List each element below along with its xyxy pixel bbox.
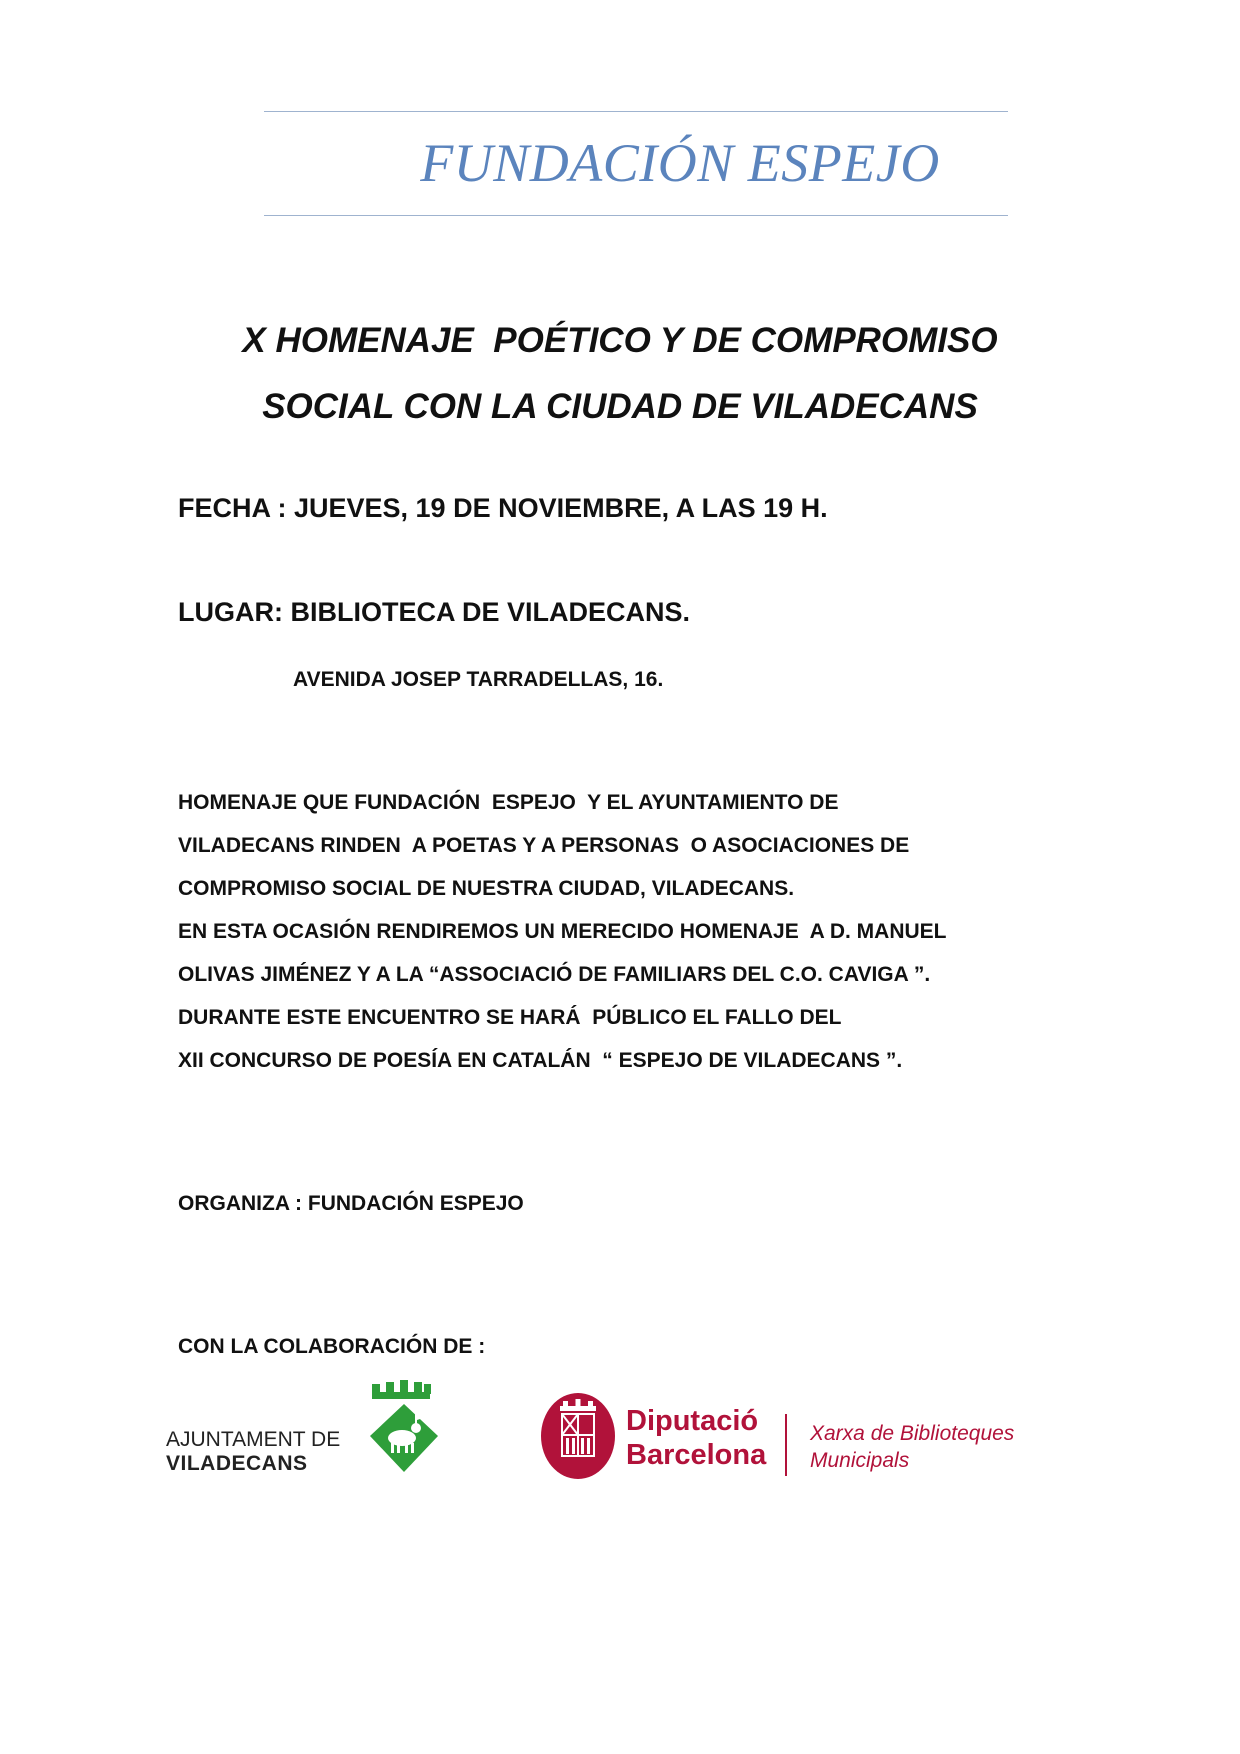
collaboration-line: CON LA COLABORACIÓN DE : <box>178 1335 486 1358</box>
event-venue: LUGAR: BIBLIOTECA DE VILADECANS. <box>178 597 690 627</box>
event-heading <box>0 308 1240 440</box>
viladecans-coat-of-arms-icon <box>366 1380 442 1480</box>
logo-separator <box>785 1414 787 1476</box>
event-date: FECHA : JUEVES, 19 DE NOVIEMBRE, A LAS 19 H. <box>178 493 828 523</box>
sponsor-logos <box>0 1380 1240 1500</box>
organizer-line: ORGANIZA : FUNDACIÓN ESPEJO <box>178 1192 524 1215</box>
description-line: XII CONCURSO DE POESÍA EN CATALÁN “ ESPEJO DE VILADECANS ”. <box>178 1049 903 1072</box>
diputacio-barcelona-emblem-icon <box>540 1392 616 1480</box>
description-line: EN ESTA OCASIÓN RENDIREMOS UN MERECIDO HOMENAJE A D. MANUEL <box>178 920 947 943</box>
ajuntament-logo-line-2: VILADECANS <box>166 1452 308 1475</box>
description-line: HOMENAJE QUE FUNDACIÓN ESPEJO Y EL AYUNTAMIENTO DE <box>178 791 839 814</box>
diputacio-barcelona-logo-text <box>626 1404 766 1472</box>
header-bottom-rule <box>264 215 1008 216</box>
diputacio-logo-line-1: Diputació <box>626 1405 759 1437</box>
description-line: OLIVAS JIMÉNEZ Y A LA “ASSOCIACIÓ DE FAMILIARS DEL C.O. CAVIGA ”. <box>178 963 931 986</box>
foundation-title: FUNDACIÓN ESPEJO <box>420 133 940 193</box>
ajuntament-viladecans-logo-text <box>166 1428 340 1476</box>
description-line: VILADECANS RINDEN A POETAS Y A PERSONAS O ASOCIACIONES DE <box>178 834 910 857</box>
xarxa-biblioteques-logo-text <box>810 1420 1014 1474</box>
diputacio-logo-line-2: Barcelona <box>626 1439 767 1471</box>
xarxa-logo-line-1: Xarxa de Biblioteques <box>810 1422 1015 1445</box>
event-heading-line-1: X HOMENAJE POÉTICO Y DE COMPROMISO <box>242 321 998 360</box>
event-heading-line-2: SOCIAL CON LA CIUDAD DE VILADECANS <box>262 387 978 426</box>
description-line: DURANTE ESTE ENCUENTRO SE HARÁ PÚBLICO EL FALLO DEL <box>178 1006 842 1029</box>
description-line: COMPROMISO SOCIAL DE NUESTRA CIUDAD, VILADECANS. <box>178 877 795 900</box>
event-address: AVENIDA JOSEP TARRADELLAS, 16. <box>293 668 664 691</box>
header-top-rule <box>264 111 1008 112</box>
ajuntament-logo-line-1: AJUNTAMENT DE <box>166 1428 341 1451</box>
event-description <box>178 781 947 1082</box>
xarxa-logo-line-2: Municipals <box>810 1449 910 1472</box>
